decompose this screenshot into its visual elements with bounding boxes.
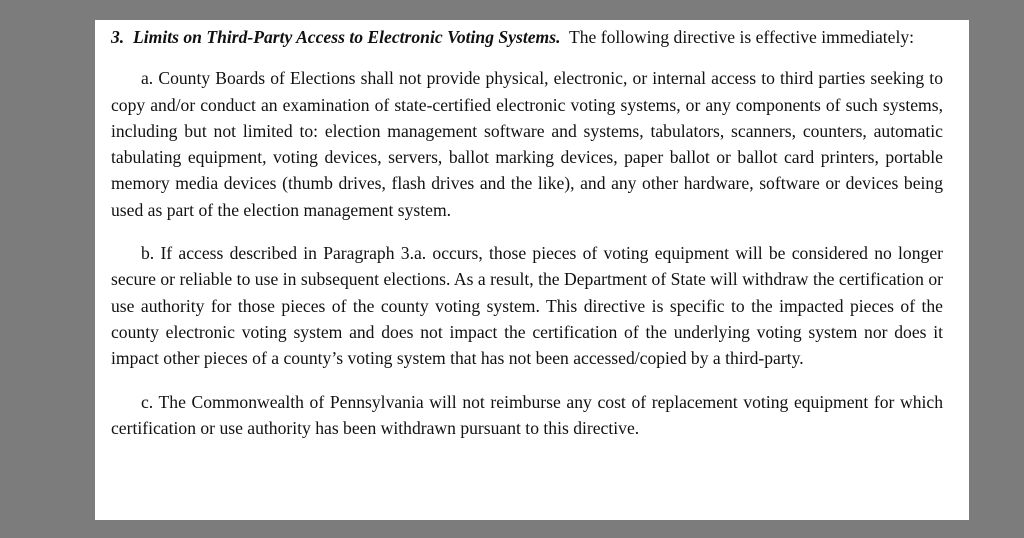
section-number: 3.	[111, 27, 125, 47]
section-heading	[111, 24, 943, 50]
paragraph-c: c. The Commonwealth of Pennsylvania will not reimburse any cost of replacement voting equipment for which certification or use authority has been withdrawn pursuant to this directive.	[111, 391, 943, 438]
paragraph-a: a. County Boards of Elections shall not provide physical, electronic, or internal access to third parties seeking to copy and/or conduct an examination of state-certified electronic voting systems, or any components of such systems, including but not limited to: election management software and systems, tabulators, scanners, counters, automatic tabulating equipment, voting devices, servers, ballot marking devices, paper ballot or ballot card printers, portable memory media devices (thumb drives, flash drives and the like), and any other hardware, software or devices being used as part of the election management system.	[111, 68, 943, 220]
paragraph-b: b. If access described in Paragraph 3.a. occurs, those pieces of voting equipment will be considered no longer secure or reliable to use in subsequent elections. As a result, the Department of State will withdraw the certification or use authority for those pieces of the county voting system. This directive is specific to the impacted pieces of the county electronic voting system and does not impact the certification of the underlying voting system nor does it impact other pieces of a county’s voting system that has not been accessed/copied by a third-party.	[111, 243, 943, 369]
section-intro: The following directive is effective immediately:	[568, 27, 915, 47]
section-title: Limits on Third-Party Access to Electronic Voting Systems.	[133, 27, 561, 47]
document-page	[95, 20, 969, 520]
